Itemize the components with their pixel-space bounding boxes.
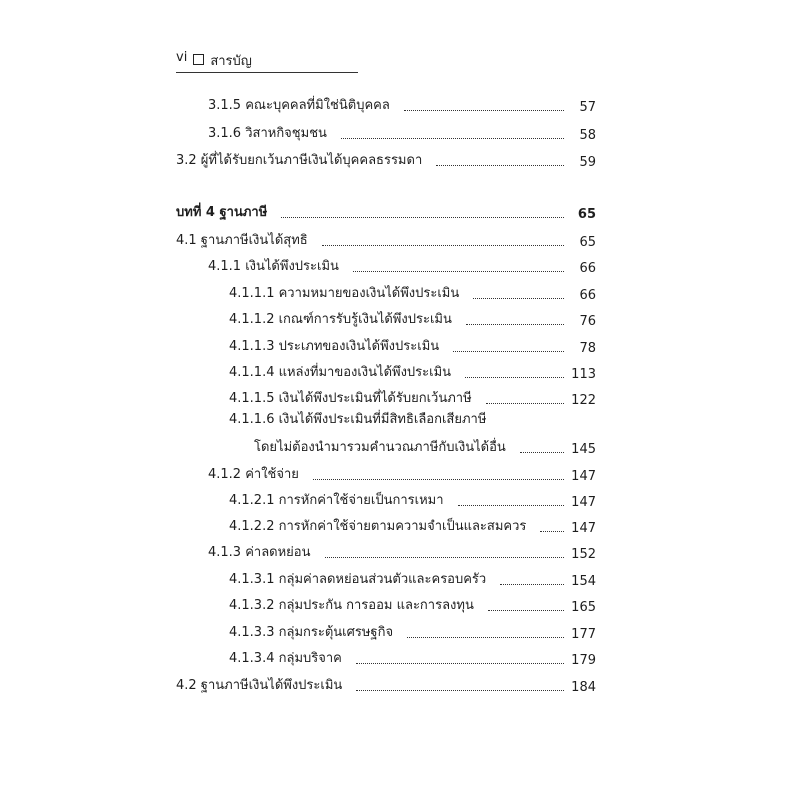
entry-page: 78 bbox=[579, 341, 596, 356]
entry-title: 4.1.1.2 เกณฑ์การรับรู้เงินได้พึงประเมิน bbox=[229, 312, 452, 327]
entry-page: 65 bbox=[579, 235, 596, 250]
entry-page: 147 bbox=[571, 521, 596, 536]
toc-entry bbox=[229, 569, 596, 589]
entry-page: 58 bbox=[579, 128, 596, 143]
dot-leader bbox=[353, 271, 564, 272]
entry-page: 152 bbox=[571, 547, 596, 562]
entry-page: 177 bbox=[571, 627, 596, 642]
toc-entry bbox=[229, 309, 596, 329]
toc-entry bbox=[229, 362, 596, 382]
entry-title: 4.1.1.5 เงินได้พึงประเมินที่ได้รับยกเว้นภาษี bbox=[229, 391, 472, 406]
toc-entry bbox=[229, 388, 596, 408]
toc-entry bbox=[176, 230, 596, 250]
toc-entry bbox=[229, 595, 596, 615]
toc-entry bbox=[176, 150, 596, 170]
toc-entry bbox=[229, 283, 596, 303]
entry-title-line2: โดยไม่ต้องนำมารวมคำนวณภาษีกับเงินได้อื่น bbox=[254, 440, 506, 455]
entry-title: 4.1 ฐานภาษีเงินได้สุทธิ bbox=[176, 233, 308, 248]
entry-page: 122 bbox=[571, 393, 596, 408]
dot-leader bbox=[436, 165, 564, 166]
square-bullet-icon bbox=[193, 54, 204, 65]
dot-leader bbox=[458, 505, 564, 506]
dot-leader bbox=[520, 452, 564, 453]
toc-entry bbox=[208, 95, 596, 115]
entry-page: 57 bbox=[579, 100, 596, 115]
dot-leader bbox=[486, 403, 564, 404]
entry-page: 65 bbox=[577, 207, 596, 222]
dot-leader bbox=[341, 138, 564, 139]
toc-entry bbox=[229, 516, 596, 536]
toc-chapter-entry bbox=[176, 202, 596, 222]
entry-page: 66 bbox=[579, 261, 596, 276]
header-page-number: vi bbox=[176, 50, 188, 65]
entry-title: 4.1.3.3 กลุ่มกระตุ้นเศรษฐกิจ bbox=[229, 625, 394, 640]
entry-title: 4.1.3 ค่าลดหย่อน bbox=[208, 545, 311, 560]
entry-page: 66 bbox=[579, 288, 596, 303]
toc-entry bbox=[176, 675, 596, 695]
entry-page: 184 bbox=[571, 680, 596, 695]
entry-page: 154 bbox=[571, 574, 596, 589]
toc-entry bbox=[254, 437, 596, 457]
entry-title: 4.1.1 เงินได้พึงประเมิน bbox=[208, 259, 339, 274]
dot-leader bbox=[540, 531, 564, 532]
entry-title: 4.1.2 ค่าใช้จ่าย bbox=[208, 467, 299, 482]
entry-title: 4.1.3.4 กลุ่มบริจาค bbox=[229, 651, 342, 666]
entry-title: 4.2 ฐานภาษีเงินได้พึงประเมิน bbox=[176, 678, 343, 693]
entry-title: 4.1.3.2 กลุ่มประกัน การออม และการลงทุน bbox=[229, 598, 474, 613]
entry-title: 4.1.2.2 การหักค่าใช้จ่ายตามความจำเป็นและสมควร bbox=[229, 519, 527, 534]
entry-title: 3.2 ผู้ที่ได้รับยกเว้นภาษีเงินได้บุคคลธรรมดา bbox=[176, 153, 423, 168]
toc-entry bbox=[229, 648, 596, 668]
entry-title: 4.1.1.3 ประเภทของเงินได้พึงประเมิน bbox=[229, 339, 440, 354]
header-section-title: สารบัญ bbox=[210, 54, 252, 69]
entry-title: 4.1.2.1 การหักค่าใช้จ่ายเป็นการเหมา bbox=[229, 493, 444, 508]
toc-entry bbox=[229, 622, 596, 642]
toc-entry bbox=[208, 464, 596, 484]
entry-page: 179 bbox=[571, 653, 596, 668]
entry-title: 4.1.3.1 กลุ่มค่าลดหย่อนส่วนตัวและครอบครัว bbox=[229, 572, 487, 587]
dot-leader bbox=[465, 377, 564, 378]
dot-leader bbox=[313, 479, 564, 480]
dot-leader bbox=[281, 217, 564, 218]
entry-page: 147 bbox=[571, 469, 596, 484]
entry-title: 3.1.6 วิสาหกิจชุมชน bbox=[208, 126, 327, 141]
dot-leader bbox=[356, 690, 564, 691]
toc-entry bbox=[229, 490, 596, 510]
entry-title: 4.1.1.4 แหล่งที่มาของเงินได้พึงประเมิน bbox=[229, 365, 452, 380]
entry-title: บทที่ 4 ฐานภาษี bbox=[176, 205, 268, 220]
toc-entry bbox=[208, 123, 596, 143]
dot-leader bbox=[473, 298, 564, 299]
page-header bbox=[176, 50, 358, 73]
entry-page: 113 bbox=[571, 367, 596, 382]
toc-entry bbox=[208, 256, 596, 276]
entry-title: 4.1.1.6 เงินได้พึงประเมินที่มีสิทธิเลือกเสียภาษี bbox=[229, 412, 487, 427]
dot-leader bbox=[356, 663, 564, 664]
entry-page: 165 bbox=[571, 600, 596, 615]
toc-entry bbox=[229, 336, 596, 356]
dot-leader bbox=[488, 610, 564, 611]
dot-leader bbox=[500, 584, 564, 585]
dot-leader bbox=[404, 110, 564, 111]
entry-page: 76 bbox=[579, 314, 596, 329]
entry-page: 145 bbox=[571, 442, 596, 457]
entry-page: 147 bbox=[571, 495, 596, 510]
entry-page: 59 bbox=[579, 155, 596, 170]
dot-leader bbox=[325, 557, 565, 558]
dot-leader bbox=[322, 245, 564, 246]
toc-entry bbox=[208, 542, 596, 562]
dot-leader bbox=[407, 637, 564, 638]
entry-title: 3.1.5 คณะบุคคลที่มิใช่นิติบุคคล bbox=[208, 98, 390, 113]
entry-title: 4.1.1.1 ความหมายของเงินได้พึงประเมิน bbox=[229, 286, 460, 301]
dot-leader bbox=[453, 351, 564, 352]
dot-leader bbox=[466, 324, 564, 325]
